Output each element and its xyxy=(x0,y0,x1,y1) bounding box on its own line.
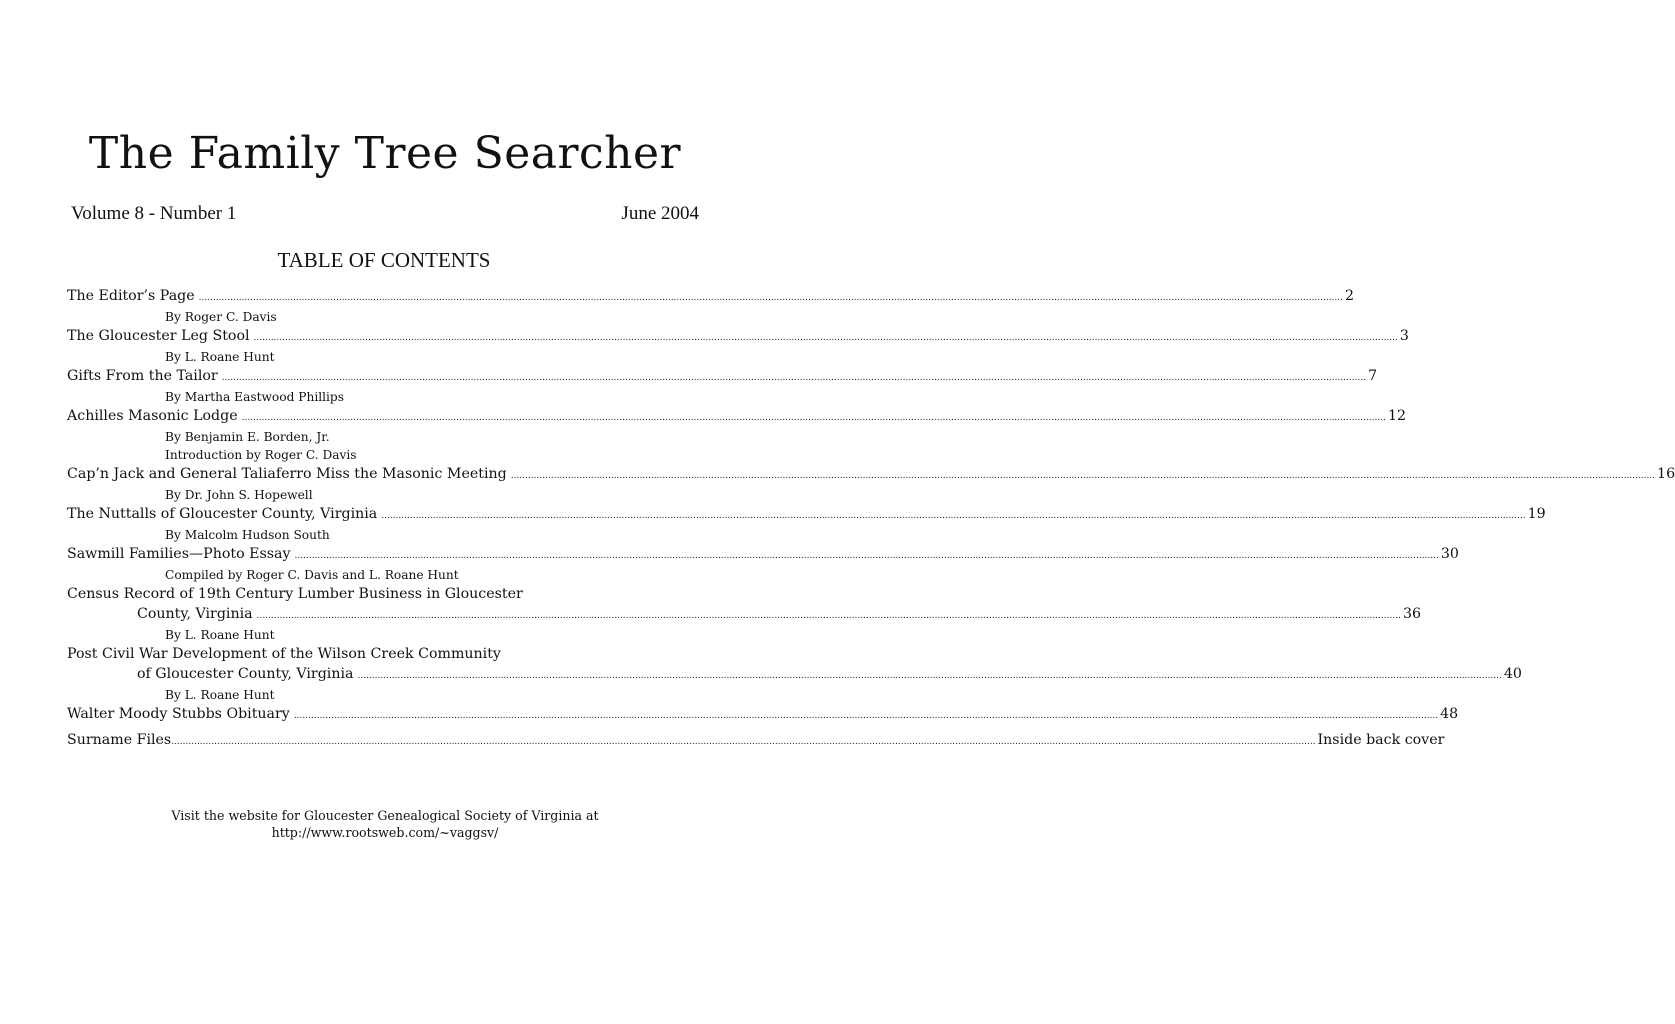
toc-leader-dots: ................................................................................................................................................................................................................................................................................................................................................................................................................ xyxy=(357,671,1502,681)
toc-entry-leg-stool[interactable] xyxy=(67,326,1409,348)
toc-entry-page: 3 xyxy=(1399,328,1409,344)
toc-entry-surname-files[interactable] xyxy=(67,730,1445,752)
toc-leader-dots: ................................................................................................................................................................................................................................................................................................................................................................................................................ xyxy=(253,333,1398,343)
website-note: Visit the website for Gloucester Genealogical Society of Virginia at xyxy=(171,808,599,823)
toc-entry-page: 36 xyxy=(1402,606,1421,622)
toc-entry-wilson-creek-title-line1[interactable]: Post Civil War Development of the Wilson Creek Community xyxy=(67,646,501,662)
toc-entry-page: 30 xyxy=(1440,546,1459,562)
newsletter-title: The Family Tree Searcher xyxy=(88,128,682,179)
toc-byline: By Dr. John S. Hopewell xyxy=(165,488,313,502)
toc-byline: Compiled by Roger C. Davis and L. Roane Hunt xyxy=(165,568,459,582)
toc-byline: By L. Roane Hunt xyxy=(165,350,275,364)
toc-entry-title: Achilles Masonic Lodge xyxy=(67,408,238,424)
toc-leader-dots: ................................................................................................................................................................................................................................................................................................................................................................................................................ xyxy=(256,611,1401,621)
toc-byline: By L. Roane Hunt xyxy=(165,628,275,642)
toc-entry-nuttalls[interactable] xyxy=(67,504,1546,526)
toc-byline: By Benjamin E. Borden, Jr. xyxy=(165,430,330,444)
toc-entry-wilson-creek[interactable] xyxy=(137,664,1522,686)
volume-number: Volume 8 - Number 1 xyxy=(71,203,237,224)
website-url[interactable]: http://www.rootsweb.com/~vaggsv/ xyxy=(271,825,499,840)
toc-heading: TABLE OF CONTENTS xyxy=(277,248,491,272)
toc-entry-masonic-lodge[interactable] xyxy=(67,406,1406,428)
toc-entry-stubbs-obituary[interactable] xyxy=(67,704,1459,726)
toc-entry-title: Sawmill Families—Photo Essay xyxy=(67,546,291,562)
toc-byline: By L. Roane Hunt xyxy=(165,688,275,702)
toc-entry-census-record[interactable] xyxy=(137,604,1421,626)
issue-date: June 2004 xyxy=(621,203,699,224)
toc-entry-title: Walter Moody Stubbs Obituary xyxy=(67,706,290,722)
issue-info xyxy=(71,202,699,226)
toc-byline: By Malcolm Hudson South xyxy=(165,528,330,542)
toc-entry-capn-jack[interactable] xyxy=(67,464,1675,486)
toc-entry-title: The Gloucester Leg Stool xyxy=(67,328,250,344)
toc-entry-page: 48 xyxy=(1440,706,1459,722)
toc-leader-dots: ................................................................................................................................................................................................................................................................................................................................................................................................................ xyxy=(221,373,1367,383)
toc-leader-dots: ................................................................................................................................................................................................................................................................................................................................................................................................................ xyxy=(171,737,1316,747)
toc-entry-page: 12 xyxy=(1387,408,1406,424)
toc-entry-page: 2 xyxy=(1345,288,1355,304)
toc-entry-title: Cap’n Jack and General Taliaferro Miss the Masonic Meeting xyxy=(67,466,507,482)
toc-entry-page: 40 xyxy=(1503,666,1522,682)
toc-leader-dots: ................................................................................................................................................................................................................................................................................................................................................................................................................ xyxy=(241,413,1386,423)
toc-leader-dots: ................................................................................................................................................................................................................................................................................................................................................................................................................ xyxy=(294,551,1439,561)
toc-leader-dots: ................................................................................................................................................................................................................................................................................................................................................................................................................ xyxy=(381,511,1526,521)
toc-leader-dots: ................................................................................................................................................................................................................................................................................................................................................................................................................ xyxy=(293,711,1439,721)
toc-entry-title: The Editor’s Page xyxy=(67,288,195,304)
toc-entry-title: County, Virginia xyxy=(137,606,253,622)
toc-entry-title: of Gloucester County, Virginia xyxy=(137,666,354,682)
toc-entry-gifts-tailor[interactable] xyxy=(67,366,1378,388)
toc-entry-sawmill-families[interactable] xyxy=(67,544,1459,566)
toc-entry-census-title-line1[interactable]: Census Record of 19th Century Lumber Business in Gloucester xyxy=(67,586,523,602)
toc-entry-editors-page[interactable] xyxy=(67,286,1355,308)
toc-entry-page: 16 xyxy=(1657,466,1675,482)
toc-entry-title: The Nuttalls of Gloucester County, Virginia xyxy=(67,506,378,522)
toc-entry-page: 19 xyxy=(1527,506,1546,522)
toc-leader-dots: ................................................................................................................................................................................................................................................................................................................................................................................................................ xyxy=(510,471,1656,481)
toc-byline: Introduction by Roger C. Davis xyxy=(165,448,357,462)
toc-byline: By Roger C. Davis xyxy=(165,310,277,324)
toc-leader-dots: ................................................................................................................................................................................................................................................................................................................................................................................................................ xyxy=(198,293,1343,303)
toc-entry-page: Inside back cover xyxy=(1317,732,1445,748)
toc-byline: By Martha Eastwood Phillips xyxy=(165,390,344,404)
toc-entry-title: Gifts From the Tailor xyxy=(67,368,218,384)
toc-entry-page: 7 xyxy=(1368,368,1378,384)
toc-entry-title: Surname Files xyxy=(67,732,172,748)
